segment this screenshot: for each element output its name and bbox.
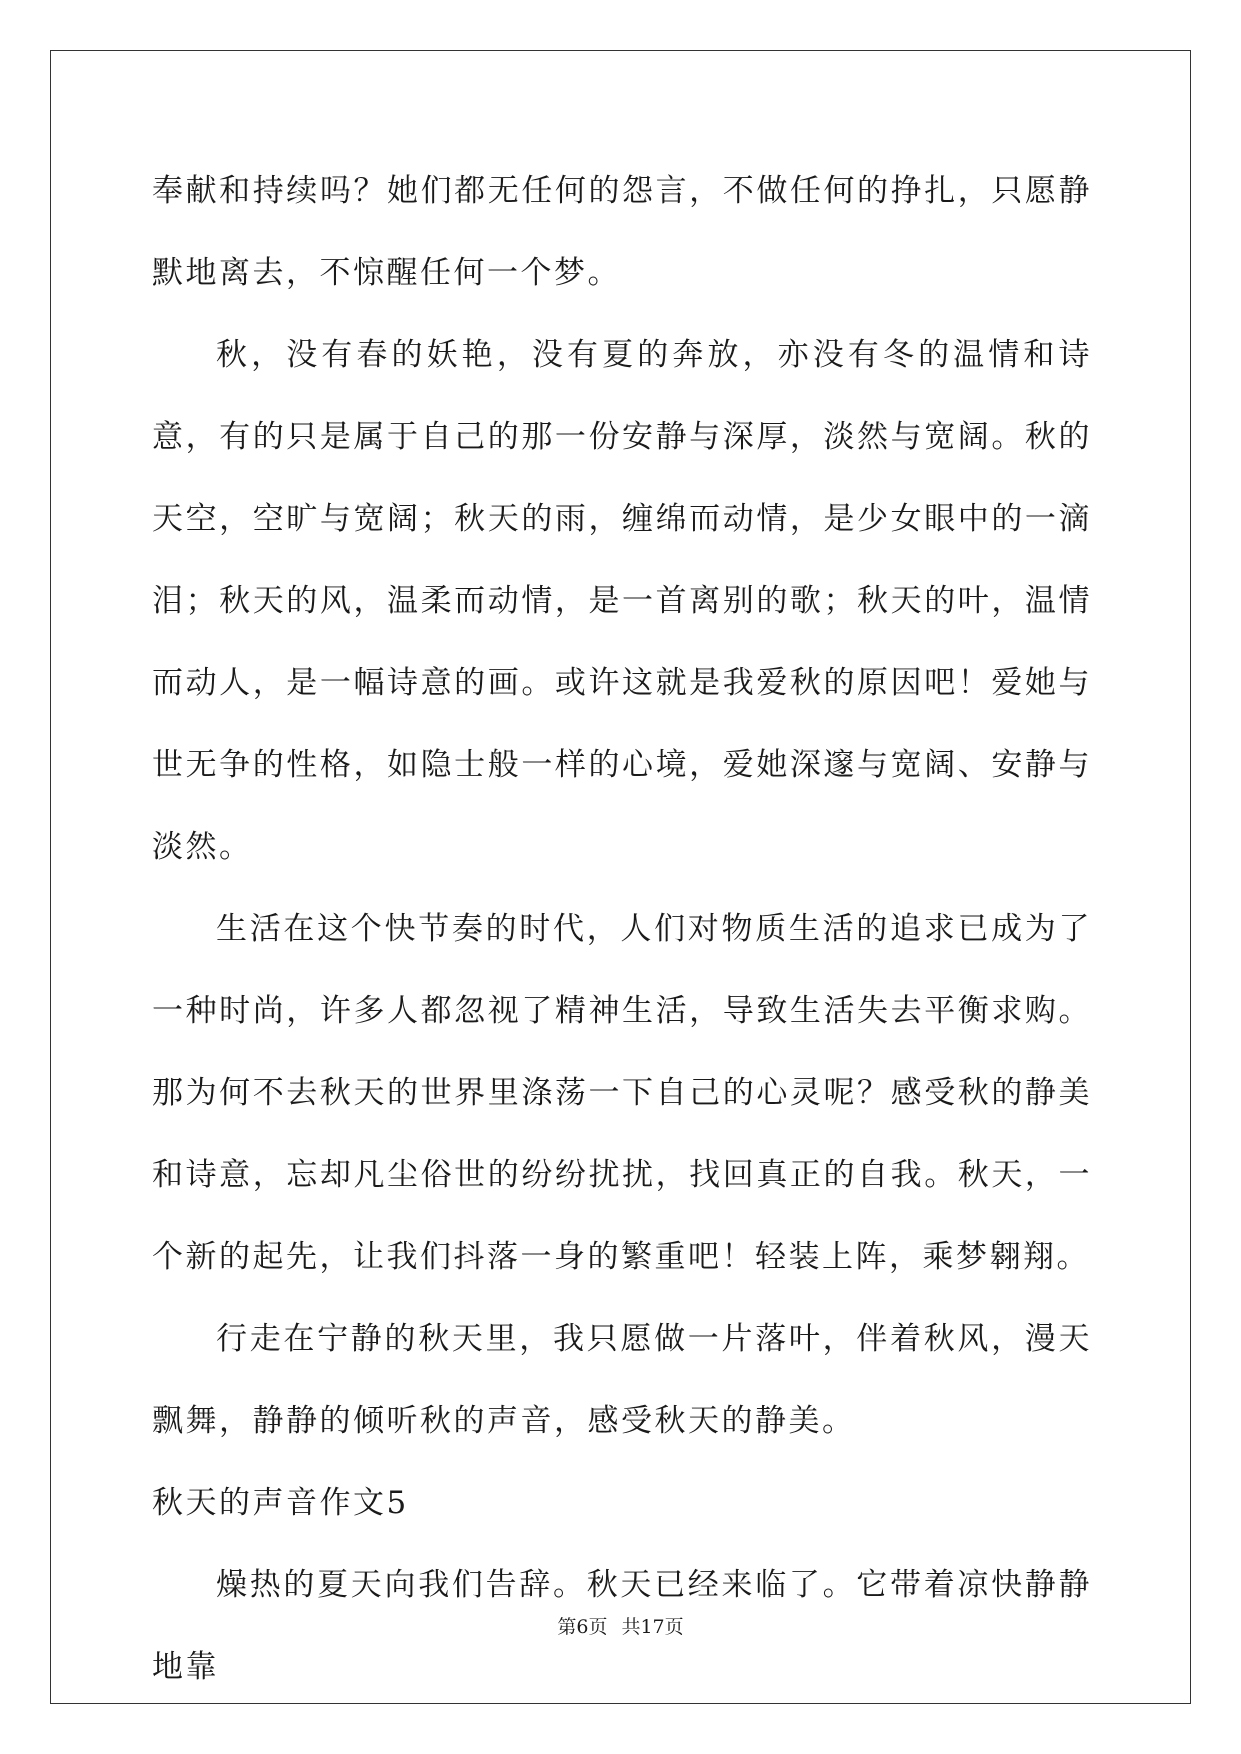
paragraph-1: 奉献和持续吗？她们都无任何的怨言，不做任何的挣扎，只愿静默地离去，不惊醒任何一个梦。 — [152, 173, 1092, 291]
document-body — [152, 150, 1092, 1708]
paragraph-5: 燥热的夏天向我们告辞。秋天已经来临了。它带着凉快静静地靠 — [152, 1567, 1092, 1685]
page-number: 第6页 — [557, 1616, 608, 1638]
page-footer — [0, 1612, 1241, 1639]
page-total: 共17页 — [621, 1616, 684, 1638]
section-heading: 秋天的声音作文5 — [152, 1485, 409, 1521]
paragraph-4: 行走在宁静的秋天里，我只愿做一片落叶，伴着秋风，漫天飘舞，静静的倾听秋的声音，感受秋天的静美。 — [152, 1321, 1092, 1439]
paragraph-2: 秋，没有春的妖艳，没有夏的奔放，亦没有冬的温情和诗意，有的只是属于自己的那一份安静与深厚，淡然与宽阔。秋的天空，空旷与宽阔；秋天的雨，缠绵而动情，是少女眼中的一滴泪；秋天的风，温柔而动情，是一首离别的歌；秋天的叶，温情而动人，是一幅诗意的画。或许这就是我爱秋的原因吧！爱她与世无争的性格，如隐士般一样的心境，爱她深邃与宽阔、安静与淡然。 — [152, 337, 1092, 865]
paragraph-3: 生活在这个快节奏的时代，人们对物质生活的追求已成为了一种时尚，许多人都忽视了精神生活，导致生活失去平衡求购。那为何不去秋天的世界里涤荡一下自己的心灵呢？感受秋的静美和诗意，忘却凡尘俗世的纷纷扰扰，找回真正的自我。秋天，一个新的起先，让我们抖落一身的繁重吧！轻装上阵，乘梦翱翔。 — [152, 911, 1092, 1275]
